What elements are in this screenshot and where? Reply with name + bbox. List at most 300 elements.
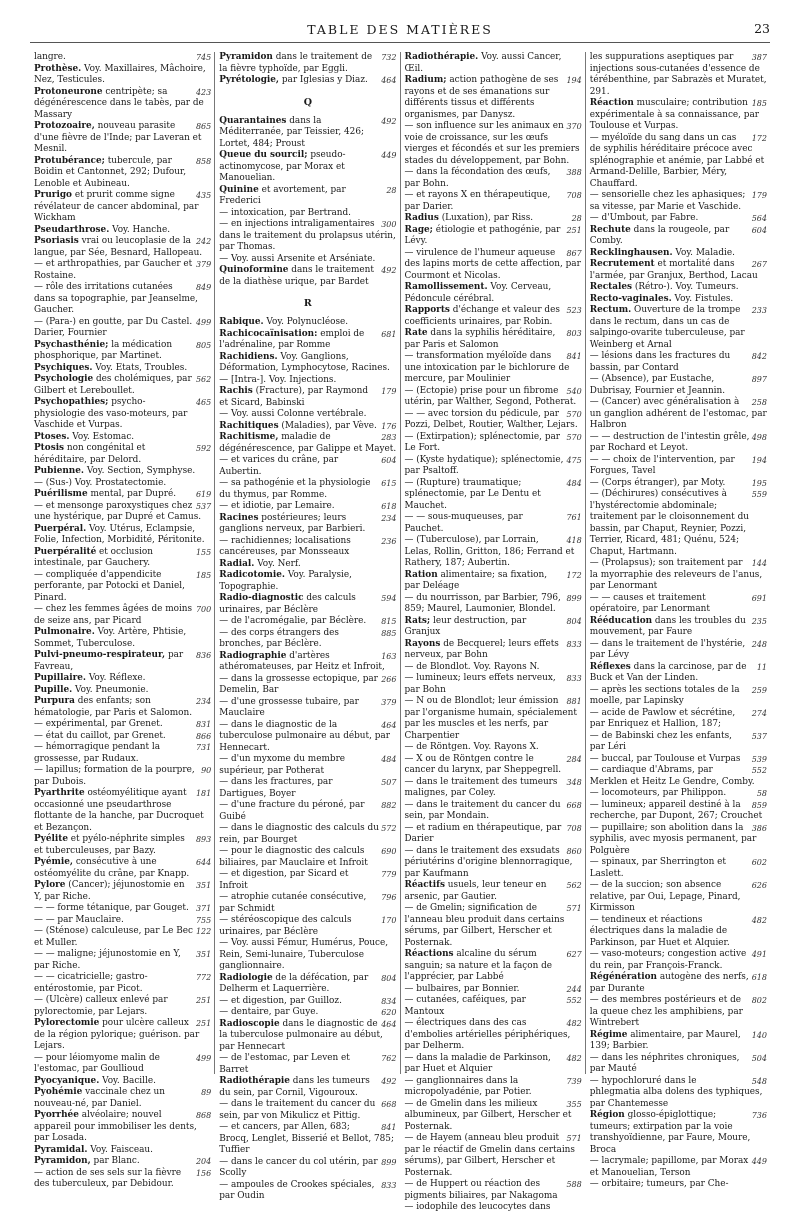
index-entry xyxy=(405,1179,582,1202)
index-entry xyxy=(405,1133,582,1179)
index-entry xyxy=(34,432,211,444)
index-entry xyxy=(34,788,211,834)
entry-page-ref: 504 xyxy=(751,1053,767,1063)
entry-text: (Rétro-). Voy. Tumeurs. xyxy=(634,282,739,292)
entry-page-ref: 449 xyxy=(751,1157,767,1166)
entry-text: la médication phosphorique, par Martinet. xyxy=(34,339,173,361)
entry-page-ref: 163 xyxy=(381,651,397,661)
entry-headword: Ration xyxy=(404,569,438,580)
entry-text: — dans le traitement de l'hystérie, par Lévy xyxy=(589,638,746,660)
entry-headword: Protubérance; xyxy=(34,155,105,166)
entry-page-ref: 185 xyxy=(751,99,767,108)
index-entry xyxy=(590,880,767,915)
index-entry xyxy=(405,351,582,386)
entry-headword: Prothèse. xyxy=(34,63,82,74)
entry-headword: Rachidiens. xyxy=(219,351,278,362)
entry-text: — dans le diagnostic des calculs du rein, par Bourget xyxy=(219,823,379,845)
entry-page-ref: 762 xyxy=(381,1054,397,1063)
entry-text: — et varices du crâne, par Aubertin. xyxy=(219,455,339,477)
entry-headword: Radial. xyxy=(219,558,255,569)
entry-text: — de la succion; son absence relative, par Oui, Lepage, Pinard, Kirmisson xyxy=(589,880,741,913)
index-entry xyxy=(34,765,211,788)
entry-page-ref: 539 xyxy=(751,754,767,764)
entry-text: — virulence de l'humeur aqueuse des lapins morts de cette affection, par Courmont et Nicolas. xyxy=(404,247,581,281)
index-entry xyxy=(590,133,767,191)
index-entry xyxy=(405,1053,582,1076)
entry-text: vaccinale chez un nouveau-né, par Daniel. xyxy=(34,1087,165,1109)
index-entry xyxy=(405,305,582,328)
entry-headword: Radio-diagnostic xyxy=(219,593,304,603)
index-entry xyxy=(219,1157,396,1180)
entry-text: — (Sténose) calculeuse, par Le Bec et Muller. xyxy=(34,926,193,948)
entry-text: emploi de l'adrénaline, par Romme xyxy=(219,328,365,350)
entry-page-ref: 836 xyxy=(195,651,212,660)
index-entry xyxy=(590,915,767,950)
index-entry xyxy=(405,432,582,455)
entry-page-ref: 144 xyxy=(751,559,767,568)
entry-text: — et idiotie, par Lemaire. xyxy=(219,501,335,511)
entry-page-ref: 140 xyxy=(751,1030,767,1040)
entry-page-ref: 179 xyxy=(751,191,767,200)
entry-page-ref: 387 xyxy=(751,53,767,62)
entry-headword: Quinine xyxy=(219,184,259,195)
index-entry xyxy=(34,926,211,949)
entry-headword: Quarantaines xyxy=(219,115,287,126)
index-entry xyxy=(219,536,396,559)
entry-headword: Ramollissement. xyxy=(404,282,488,292)
index-entry xyxy=(219,616,396,628)
index-entry xyxy=(590,478,767,490)
entry-text: Voy. Maladie. xyxy=(675,247,735,258)
entry-text: — dans le traitement des exsudats périutérins d'origine blennorragique, par Kaufmann xyxy=(404,845,573,879)
entry-headword: Pubienne. xyxy=(34,466,84,476)
entry-headword: Pyémie, xyxy=(34,857,73,867)
entry-page-ref: 90 xyxy=(201,766,212,775)
entry-page-ref: 559 xyxy=(751,490,767,499)
entry-page-ref: 868 xyxy=(195,1111,212,1120)
index-entry xyxy=(590,1179,767,1191)
index-entry xyxy=(34,524,211,547)
entry-page-ref: 251 xyxy=(195,1019,212,1028)
index-entry xyxy=(219,1099,396,1122)
index-entry xyxy=(405,1099,582,1134)
index-entry xyxy=(219,352,396,375)
index-entry xyxy=(34,972,211,995)
entry-page-ref: 691 xyxy=(751,593,767,603)
index-entry xyxy=(590,455,767,478)
entry-text: — de Hayem (anneau bleu produit par le réactif de Gmelin dans certains sérums), par Gilbert, Herscher et Posternak. xyxy=(404,1133,575,1178)
index-column-4 xyxy=(585,52,770,1189)
entry-text: — dans la maladie de Parkinson, par Huet et Alquier xyxy=(404,1052,551,1074)
index-entry xyxy=(590,708,767,731)
entry-text: — et rayons X en thérapeutique, par Darier. xyxy=(404,190,551,212)
entry-text: — — forme tétanique, par Gouget. xyxy=(34,903,189,913)
entry-page-ref: 185 xyxy=(195,570,212,580)
entry-text: — (Corps étranger), par Moty. xyxy=(589,477,726,488)
entry-text: — de Blondlot. Voy. Rayons N. xyxy=(404,661,540,672)
entry-text: dans la carcinose, par de Buck et Van der Linden. xyxy=(589,661,747,683)
entry-page-ref: 284 xyxy=(566,754,582,764)
entry-headword: Pulvi-pneumo-respirateur, xyxy=(34,650,166,660)
entry-text: — son influence sur les animaux en voie de croissance, sur les œufs vierges et fécondés et sur les premiers stades du développement, par Bohn. xyxy=(404,121,580,166)
entry-headword: Réactions xyxy=(404,949,454,959)
index-entry xyxy=(219,570,396,593)
index-entry xyxy=(590,662,767,685)
entry-page-ref: 833 xyxy=(566,674,582,683)
index-entry xyxy=(219,1007,396,1019)
entry-page-ref: 523 xyxy=(566,306,582,315)
index-entry xyxy=(405,75,582,121)
page-number: 23 xyxy=(754,21,770,36)
index-entry xyxy=(590,305,767,351)
entry-text: et avortement, par Frederici xyxy=(219,184,346,206)
index-column-3 xyxy=(400,52,585,1212)
entry-page-ref: 831 xyxy=(195,720,212,729)
entry-page-ref: 708 xyxy=(566,191,582,200)
index-entry xyxy=(219,219,396,254)
index-entry xyxy=(34,650,211,673)
index-entry xyxy=(219,432,396,455)
entry-text: — électriques dans des cas d'embolies artérielles périphériques, par Delherm. xyxy=(404,1018,571,1051)
entry-page-ref: 28 xyxy=(571,214,582,223)
entry-text: — de l'estomac, par Leven et Barret xyxy=(219,1053,350,1075)
entry-text: autogène des nerfs, par Durante xyxy=(589,972,749,994)
index-entry xyxy=(405,248,582,283)
entry-text: — état du caillot, par Grenet. xyxy=(34,730,166,741)
entry-headword: Rééducation xyxy=(589,615,653,626)
index-entry xyxy=(34,673,211,685)
entry-headword: Radioscopie xyxy=(219,1018,280,1029)
entry-page-ref: 570 xyxy=(566,409,582,419)
entry-page-ref: 484 xyxy=(566,478,582,488)
index-entry xyxy=(405,1076,582,1099)
index-entry xyxy=(219,375,396,387)
entry-text: Voy. Hanche. xyxy=(112,224,171,235)
entry-text: action pathogène de ses rayons et de ses émanations sur différents tissus et différents organismes, par Danysz. xyxy=(404,75,559,120)
entry-page-ref: 537 xyxy=(751,731,767,741)
entry-text: — cardiaque d'Abrams, par Merklen et Heitz Le Gendre, Comby. xyxy=(589,765,755,787)
entry-page-ref: 804 xyxy=(566,616,582,626)
index-entry xyxy=(405,225,582,248)
index-entry xyxy=(219,777,396,800)
index-entry xyxy=(34,570,211,605)
entry-text: alcaline du sérum sanguin; sa nature et la façon de l'apprécier, par Labbé xyxy=(404,949,553,982)
index-entry xyxy=(219,823,396,846)
entry-text: — lapillus; formation de la pourpre, par Dubois. xyxy=(34,765,195,787)
entry-text: de Becquerel; leurs effets nerveux, par Bohn xyxy=(404,638,559,660)
entry-page-ref: 464 xyxy=(381,76,397,85)
entry-page-ref: 388 xyxy=(566,168,582,177)
entry-page-ref: 732 xyxy=(381,53,397,62)
page-header xyxy=(30,20,770,43)
entry-headword: Rabique. xyxy=(219,317,264,327)
entry-page-ref: 841 xyxy=(566,352,582,361)
entry-page-ref: 11 xyxy=(756,662,767,672)
entry-page-ref: 482 xyxy=(751,915,767,925)
index-entry xyxy=(590,593,767,616)
entry-text: — après les sections totales de la moelle, par Lapinsky xyxy=(589,684,740,706)
index-entry xyxy=(219,720,396,755)
entry-text: — — causes et traitement opératoire, par Lenormant xyxy=(589,592,710,614)
entry-page-ref: 668 xyxy=(381,1100,397,1109)
entry-page-ref: 731 xyxy=(195,743,212,752)
index-entry xyxy=(219,973,396,996)
index-entry xyxy=(219,75,396,87)
entry-page-ref: 236 xyxy=(381,536,397,546)
entry-text: — — maligne; jéjunostomie en Y, par Riche. xyxy=(34,949,181,971)
entry-page-ref: 435 xyxy=(195,191,212,200)
index-entry xyxy=(219,501,396,513)
entry-headword: Pupille. xyxy=(34,684,73,695)
index-entry xyxy=(405,823,582,846)
index-entry xyxy=(590,1156,767,1179)
entry-headword: Rate xyxy=(404,328,428,338)
entry-headword: Rayons xyxy=(404,638,441,649)
index-entry xyxy=(405,639,582,662)
index-entry xyxy=(34,397,211,432)
entry-text: postérieures; leurs ganglions nerveux, par Barbieri. xyxy=(219,512,366,534)
entry-text: — Voy. aussi Fémur, Humérus, Pouce, Rein, Semi-lunaire, Tuberculose ganglionnaire. xyxy=(219,938,389,971)
entry-headword: Pyarthrite xyxy=(34,788,85,798)
entry-text: — (Sus-) Voy. Prostatectomie. xyxy=(34,477,167,488)
index-entry xyxy=(405,478,582,513)
entry-page-ref: 482 xyxy=(566,1053,582,1063)
index-entry xyxy=(590,397,767,432)
entry-page-ref: 464 xyxy=(381,1019,397,1029)
entry-page-ref: 860 xyxy=(566,846,582,856)
entry-text: d'échange et valeur des coefficients urinaires, par Robin. xyxy=(404,305,560,327)
index-entry xyxy=(590,731,767,754)
index-entry xyxy=(590,800,767,823)
index-entry xyxy=(34,731,211,743)
entry-page-ref: 179 xyxy=(381,387,397,396)
index-entry xyxy=(34,880,211,903)
entry-text: Voy. Bacille. xyxy=(102,1075,156,1086)
entry-headword: Racines xyxy=(219,512,259,523)
entry-page-ref: 849 xyxy=(195,283,212,292)
entry-text: — et cancers, par Allen, 683; Brocq, Lenglet, Bisserié et Bellot, 785; Tuffier xyxy=(219,1122,394,1155)
entry-text: — de Gmelin; signification de l'anneau bleu produit dans certains sérums, par Gilbert, Herscher et Posternak. xyxy=(404,903,565,948)
entry-text: dans les tumeurs du sein, par Cornil, Vigouroux. xyxy=(219,1076,370,1098)
entry-text: — de Röntgen. Voy. Rayons X. xyxy=(404,742,539,752)
entry-page-ref: 204 xyxy=(195,1157,212,1166)
entry-text: les suppurations aseptiques par injections sous-cutanées d'essence de térébenthine, par Sabrazès et Muratet, 291. xyxy=(589,52,767,97)
entry-text: — — par Mauclaire. xyxy=(34,914,124,925)
entry-page-ref: 379 xyxy=(195,260,212,269)
index-entry xyxy=(219,208,396,220)
entry-page-ref: 89 xyxy=(201,1088,212,1097)
entry-text: des enfants; son hématologie, par Paris et Salomon. xyxy=(34,696,193,718)
entry-page-ref: 700 xyxy=(195,605,212,614)
entry-page-ref: 841 xyxy=(381,1123,397,1132)
index-entry xyxy=(34,1076,211,1088)
index-entry xyxy=(219,1076,396,1099)
index-entry xyxy=(34,604,211,627)
index-entry xyxy=(590,765,767,788)
entry-page-ref: 708 xyxy=(566,823,582,833)
index-entry xyxy=(590,374,767,397)
index-entry xyxy=(405,673,582,696)
index-column-2 xyxy=(214,52,399,1201)
entry-text: — et arthropathies, par Gaucher et Rostaine. xyxy=(34,259,193,281)
index-entry xyxy=(219,116,396,151)
entry-text: — action de ses sels sur la fièvre des tuberculeux, par Debidour. xyxy=(34,1167,182,1189)
entry-headword: Réflexes xyxy=(589,661,631,672)
entry-page-ref: 858 xyxy=(195,156,212,166)
entry-text: étiologie et pathogénie, par Lévy. xyxy=(404,224,561,246)
entry-text: — iodophile des leucocytes dans xyxy=(404,1202,551,1212)
entry-page-ref: 745 xyxy=(195,53,212,62)
entry-headword: Régénération xyxy=(589,972,657,982)
entry-page-ref: 594 xyxy=(381,594,397,603)
index-entry xyxy=(590,754,767,766)
entry-page-ref: 815 xyxy=(381,617,397,626)
entry-page-ref: 283 xyxy=(381,433,397,442)
entry-page-ref: 615 xyxy=(381,479,397,488)
entry-text: — lésions dans les fractures du bassin, par Contard xyxy=(589,351,731,373)
index-entry xyxy=(219,150,396,185)
entry-text: et mortalité dans l'armée, par Granjux, Berthod, Lacau xyxy=(589,259,758,281)
entry-headword: Psychopathies; xyxy=(34,397,109,407)
index-entry xyxy=(34,685,211,697)
entry-text: — atrophie cutanée consécutive, par Schmidt xyxy=(219,892,367,914)
entry-page-ref: 604 xyxy=(751,225,767,235)
index-entry xyxy=(34,374,211,397)
entry-page-ref: 644 xyxy=(195,858,212,867)
entry-text: leur destruction, par Granjux xyxy=(404,615,527,637)
entry-text: langre. xyxy=(34,52,66,62)
entry-text: Voy. Utérus, Eclampsie, Folie, Infection, Morbidité, Péritonite. xyxy=(34,523,205,545)
entry-headword: Radiographie xyxy=(219,650,287,661)
entry-text: (Fracture), par Raymond et Sicard, Babinski xyxy=(219,386,369,408)
index-entry xyxy=(590,259,767,282)
index-entry xyxy=(34,627,211,650)
index-entry xyxy=(405,880,582,903)
entry-page-ref: 28 xyxy=(386,185,397,195)
entry-page-ref: 602 xyxy=(751,858,767,867)
index-column-1 xyxy=(30,52,214,1189)
entry-page-ref: 170 xyxy=(381,916,397,925)
entry-page-ref: 172 xyxy=(751,133,767,143)
entry-text: — lumineux; leurs effets nerveux, par Bohn xyxy=(404,673,556,695)
entry-headword: Puerpéral. xyxy=(34,523,87,534)
entry-text: — dans les fractures, par Dartigues, Boyer xyxy=(219,777,333,799)
entry-page-ref: 464 xyxy=(381,720,397,730)
entry-text: psycho-physiologie des vaso-moteurs, par Vaschide et Vurpas. xyxy=(34,397,188,430)
entry-headword: Recto-vaginales. xyxy=(589,293,672,304)
entry-page-ref: 571 xyxy=(566,1134,582,1143)
entry-text: — Voy. aussi Colonne vertébrale. xyxy=(219,409,367,419)
entry-text: dans le traitement de la diathèse urique, par Bardet xyxy=(219,265,374,287)
entry-page-ref: 251 xyxy=(566,225,582,235)
index-entry xyxy=(219,754,396,777)
entry-text: — expérimental, par Grenet. xyxy=(34,719,163,729)
entry-text: pour ulcère calleux de la région pylorique; guérison. par Lejars. xyxy=(34,1018,200,1051)
index-entry xyxy=(405,616,582,639)
entry-text: — dans le traitement du cancer du sein, par von Mikulicz et Pittig. xyxy=(219,1099,376,1121)
entry-page-ref: 418 xyxy=(566,536,582,545)
entry-text: centripète; sa dégénérescence dans le tabès, par de Massary xyxy=(34,86,204,120)
entry-page-ref: 491 xyxy=(751,950,767,959)
entry-page-ref: 588 xyxy=(566,1180,582,1189)
entry-text: — dans la grossesse ectopique, par Demelin, Bar xyxy=(219,673,378,695)
index-entry xyxy=(34,363,211,375)
entry-page-ref: 804 xyxy=(381,973,397,983)
entry-page-ref: 619 xyxy=(195,490,212,499)
entry-headword: Radium; xyxy=(404,75,447,85)
entry-headword: Rats; xyxy=(404,615,431,626)
index-entry xyxy=(219,52,396,75)
entry-page-ref: 248 xyxy=(751,639,767,649)
entry-text: — sa pathogénie et la physiologie du thymus, par Romme. xyxy=(219,478,371,500)
entry-page-ref: 194 xyxy=(751,455,767,465)
entry-page-ref: 564 xyxy=(751,214,767,223)
entry-text: — (Absence), par Eustache, Dubrisay, Fournier et Jeannin. xyxy=(589,374,726,396)
entry-page-ref: 540 xyxy=(566,386,582,396)
entry-page-ref: 805 xyxy=(195,340,212,350)
entry-page-ref: 897 xyxy=(751,375,767,384)
entry-text: — acide de Pawlow et sécrétine, par Enriquez et Hallion, 187; xyxy=(589,707,736,729)
entry-text: — dans les néphrites chroniques, par Mauté xyxy=(589,1052,740,1074)
index-entry xyxy=(34,190,211,225)
index-entry xyxy=(34,1087,211,1110)
entry-page-ref: 882 xyxy=(381,801,397,810)
entry-text: pseudo-actinomycose, par Morax et Manouelian. xyxy=(219,150,346,183)
entry-page-ref: 498 xyxy=(751,432,767,442)
entry-text: — (Déchirures) consécutives à l'hystérectomie abdominale; traitement par le cloisonnement du bassin, par Chaput, Reynier, Pozzi, Terrier, Ricard, 481; Quénu, 524; Chaput, Hartmann. xyxy=(589,489,749,557)
entry-text: — du nourrisson, par Barbier, 796, 859; Maurel, Laumonier, Blondel. xyxy=(404,592,561,614)
entry-text: alvéolaire; nouvel appareil pour immobiliser les dents, par Losada. xyxy=(34,1110,197,1143)
entry-text: usuels, leur teneur en arsenic, par Gautier. xyxy=(404,880,547,902)
entry-text: — (Ulcère) calleux enlevé par pylorectomie, par Lejars. xyxy=(34,995,168,1017)
entry-text: Voy. Ganglions, Déformation, Lymphocytose, Racines. xyxy=(219,351,390,373)
index-entry xyxy=(34,478,211,490)
entry-text: — et radium en thérapeutique, par Darier xyxy=(404,822,562,844)
index-entry xyxy=(590,282,767,294)
index-entry xyxy=(34,915,211,927)
entry-page-ref: 833 xyxy=(381,1180,397,1190)
entry-text: — — destruction de l'intestin grêle, par Rochard et Leyot. xyxy=(589,431,750,453)
index-entry xyxy=(590,857,767,880)
index-entry xyxy=(34,857,211,880)
index-entry xyxy=(34,317,211,340)
entry-headword: Radicotomie. xyxy=(219,570,285,580)
entry-text: — intoxication, par Bertrand. xyxy=(219,207,351,218)
entry-page-ref: 233 xyxy=(751,306,767,315)
entry-page-ref: 859 xyxy=(751,800,767,810)
index-entry xyxy=(219,938,396,973)
entry-page-ref: 681 xyxy=(381,329,397,339)
entry-text: Voy. Etats, Troubles. xyxy=(95,362,188,373)
entry-text: musculaire; contribution expérimentale à sa connaissance, par Toulouse et Vurpas. xyxy=(589,98,760,131)
index-entry xyxy=(219,697,396,720)
index-entry xyxy=(34,156,211,191)
entry-text: — (Cancer) avec généralisation à un ganglion adhérent de l'estomac, par Halbron xyxy=(589,397,767,430)
entry-text: — buccal, par Toulouse et Vurpas xyxy=(589,753,741,764)
entry-text: — lacrymale; papillome, par Morax et Manouelian, Terson xyxy=(589,1156,749,1178)
index-entry xyxy=(219,478,396,501)
entry-page-ref: 371 xyxy=(195,904,212,913)
entry-headword: Radius xyxy=(404,213,439,223)
index-entry xyxy=(219,559,396,571)
entry-headword: Pyramidon xyxy=(219,52,273,62)
entry-page-ref: 351 xyxy=(195,950,212,959)
entry-page-ref: 867 xyxy=(566,248,582,258)
entry-text: Voy. Section, Symphyse. xyxy=(86,466,196,476)
entry-text: — pour le diagnostic des calculs biliaires, par Mauclaire et Infroit xyxy=(219,846,368,868)
entry-headword: Pyrétologie, xyxy=(219,75,280,85)
entry-text: des cholémiques, par Gilbert et Lereboullet. xyxy=(34,374,192,396)
